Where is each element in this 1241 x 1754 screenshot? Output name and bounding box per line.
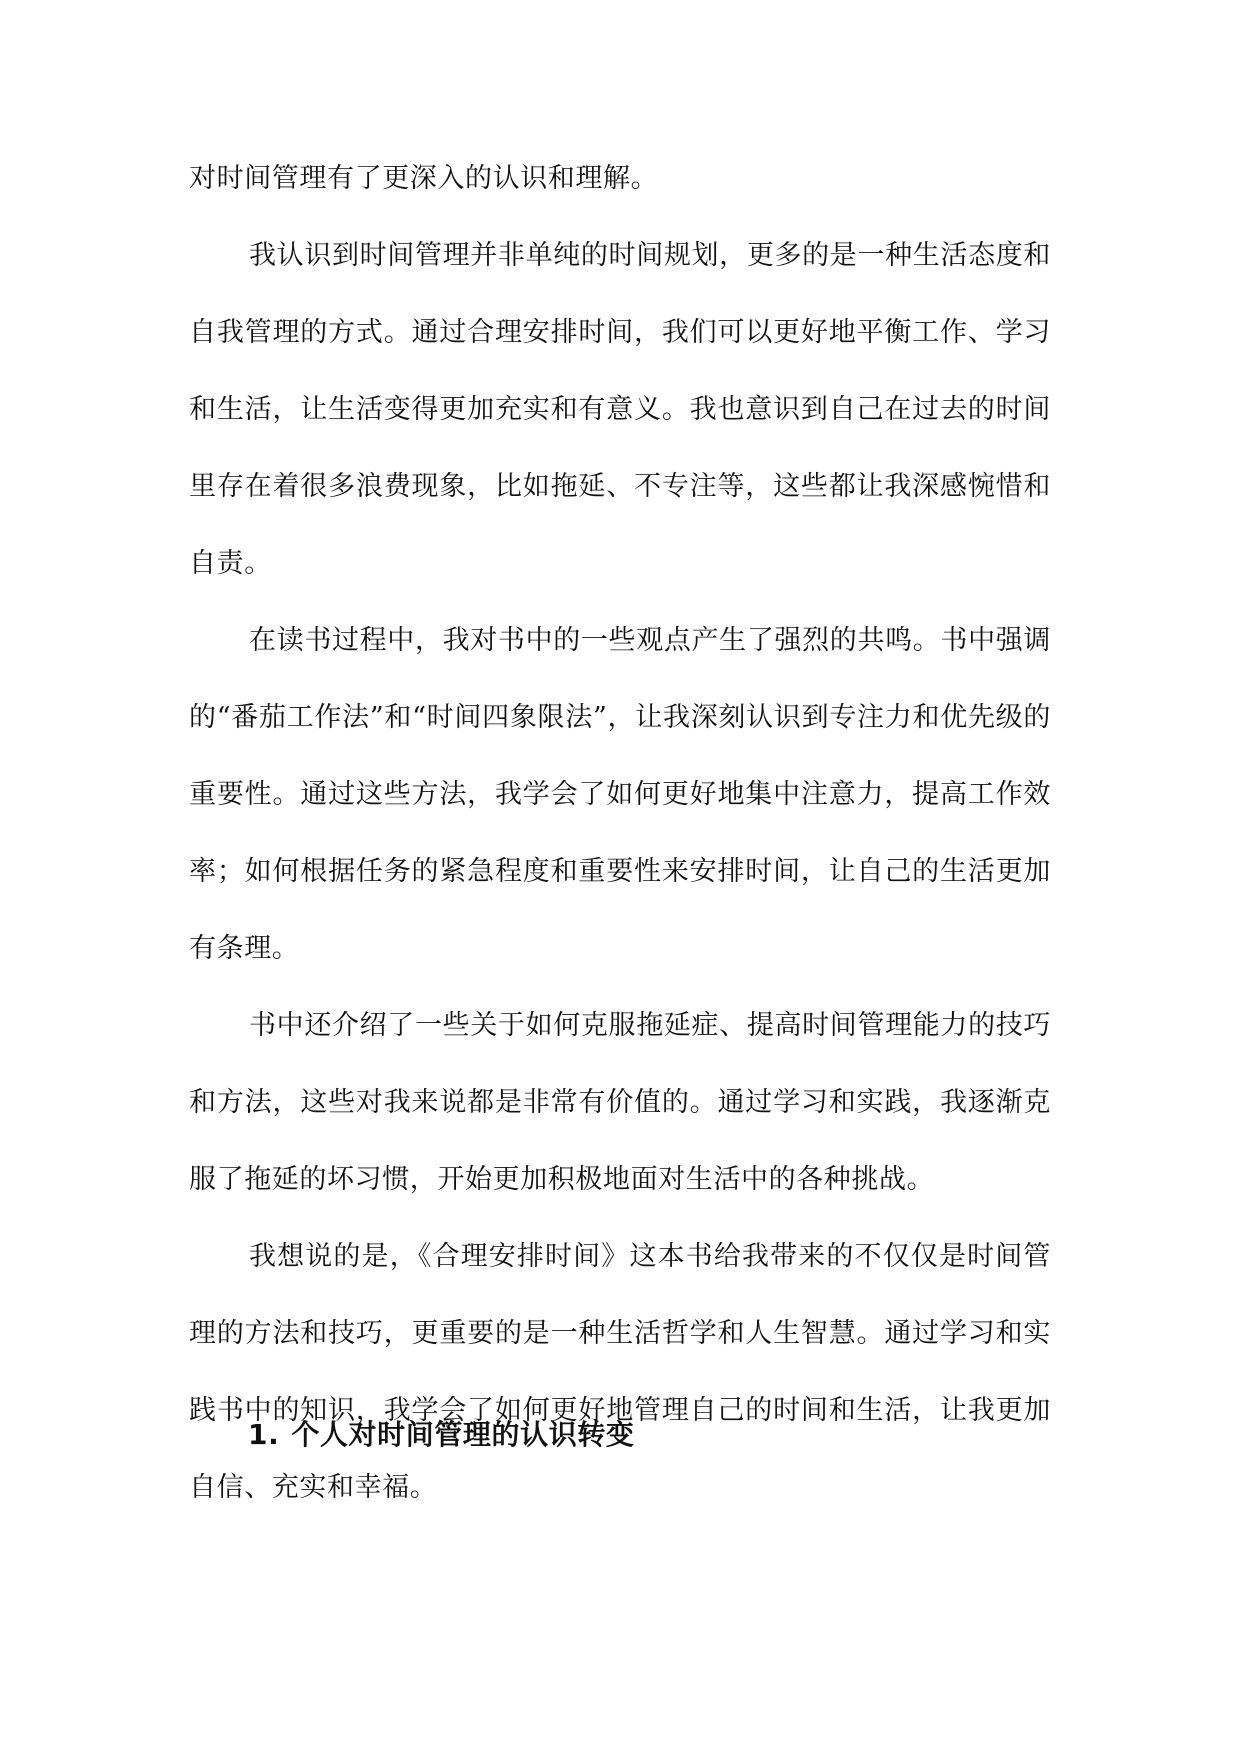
paragraph-4: 书中还介绍了一些关于如何克服拖延症、提高时间管理能力的技巧和方法，这些对我来说都是非常有价值的。通过学习和实践，我逐渐克服了拖延的坏习惯，开始更加积极地面对生活中的各种挑战。: [189, 1010, 1051, 1195]
paragraph-5: 我想说的是，《合理安排时间》这本书给我带来的不仅仅是时间管理的方法和技巧，更重要的是一种生活哲学和人生智慧。通过学习和实践书中的知识，我学会了如何更好地管理自己的时间和生活，让我更加自信、充实和幸福。: [189, 1241, 1051, 1503]
paragraph-1: 对时间管理有了更深入的认识和理解。: [189, 163, 659, 194]
paragraph-3: 在读书过程中，我对书中的一些观点产生了强烈的共鸣。书中强调的“番茄工作法”和“时间四象限法”，让我深刻认识到专注力和优先级的重要性。通过这些方法，我学会了如何更好地集中注意力，提高工作效率；如何根据任务的紧急程度和重要性来安排时间，让自己的生活更加有条理。: [189, 625, 1051, 964]
document-body: [189, 140, 1051, 1526]
section-heading: [248, 1415, 635, 1455]
section-title: 个人对时间管理的认识转变: [291, 1418, 635, 1451]
paragraph-2: 我认识到时间管理并非单纯的时间规划，更多的是一种生活态度和自我管理的方式。通过合理安排时间，我们可以更好地平衡工作、学习和生活，让生活变得更加充实和有意义。我也意识到自己在过去的时间里存在着很多浪费现象，比如拖延、不专注等，这些都让我深感惋惜和自责。: [189, 240, 1051, 579]
section-number: 1.: [248, 1418, 280, 1451]
